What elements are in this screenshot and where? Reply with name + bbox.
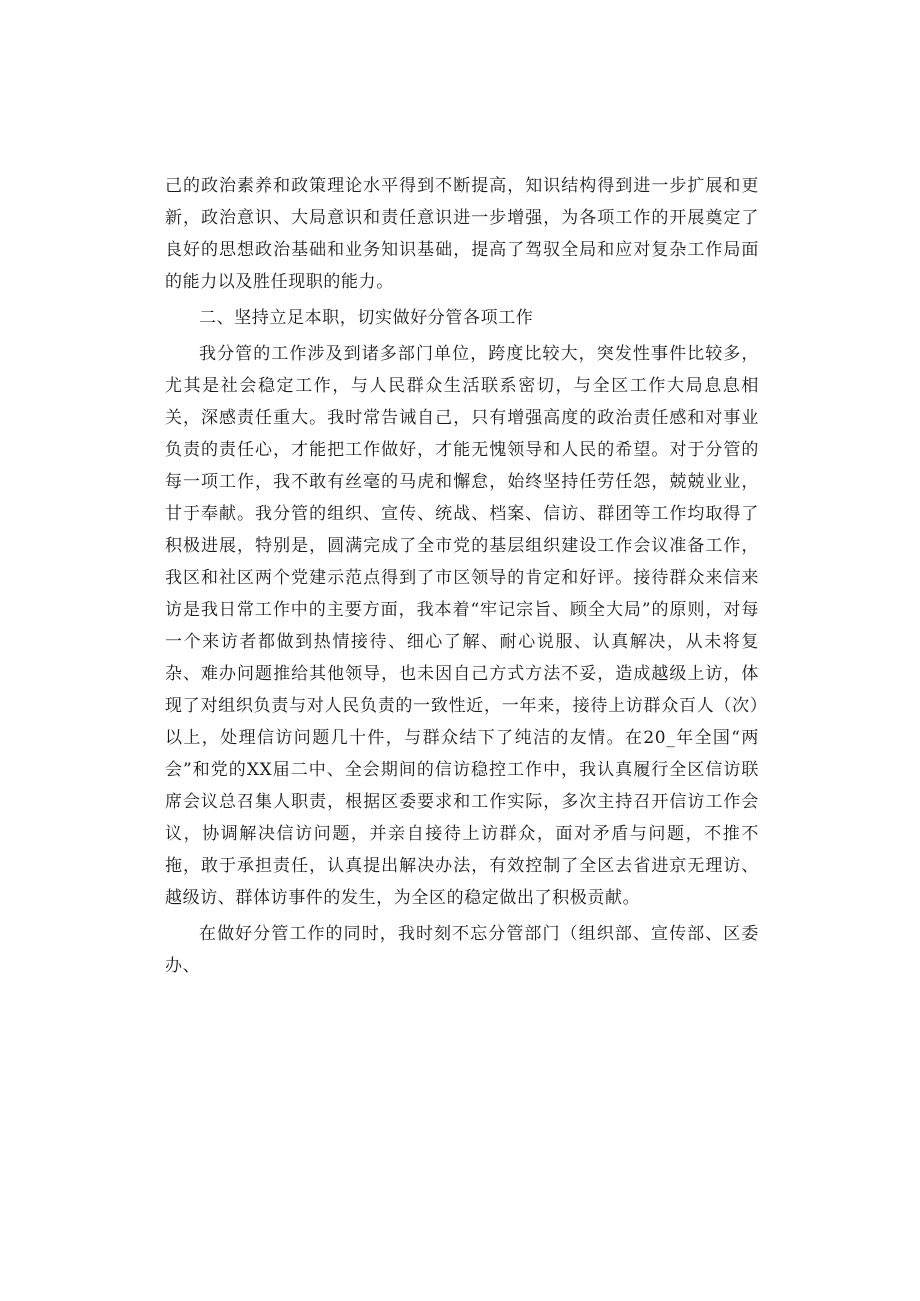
paragraph-next: 在做好分管工作的同时，我时刻不忘分管部门（组织部、宣传部、区委办、 (165, 924, 759, 976)
section-heading: 二、坚持立足本职，切实做好分管各项工作 (199, 308, 534, 328)
paragraph-main: 我分管的工作涉及到诸多部门单位，跨度比较大，突发性事件比较多，尤其是社会稳定工作，与人民群众生活联系密切，与全区工作大局息息相关，深感责任重大。我时常告诫自己，只有增强高度的政治责任感和对事业负责的责任心，才能把工作做好，才能无愧领导和人民的希望。对于分管的每一项工作，我不敢有丝毫的马虎和懈怠，始终坚持任劳任怨，兢兢业业，甘于奉献。我分管的组织、宣传、统战、档案、信访、群团等工作均取得了积极进展，特别是，圆满完成了全市党的基层组织建设工作会议准备工作，我区和社区两个党建示范点得到了市区领导的肯定和好评。接待群众来信来访是我日常工作中的主要方面，我本着“牢记宗旨、顾全大局”的原则，对每一个来访者都做到热情接待、细心了解、耐心说服、认真解决，从未将复杂、难办问题推给其他领导，也未因自己方式方法不妥，造成越级上访，体现了对组织负责与对人民负责的一致性近，一年来，接待上访群众百人（次）以上，处理信访问题几十件，与群众结下了纯洁的友情。在20_年全国“两会”和党的XX届二中、全会期间的信访稳控工作中，我认真履行全区信访联席会议总召集人职责，根据区委要求和工作实际，多次主持召开信访工作会议，协调解决信访问题，并亲自接待上访群众，面对矛盾与问题，不推不拖，敢于承担责任，认真提出解决办法，有效控制了全区去省进京无理访、越级访、群体访事件的发生，为全区的稳定做出了积极贡献。 (165, 344, 759, 908)
document-body (165, 170, 759, 986)
paragraph-continuation: 己的政治素养和政策理论水平得到不断提高，知识结构得到进一步扩展和更新，政治意识、大局意识和责任意识进一步增强，为各项工作的开展奠定了良好的思想政治基础和业务知识基础，提高了驾驭全局和应对复杂工作局面的能力以及胜任现职的能力。 (165, 176, 759, 292)
